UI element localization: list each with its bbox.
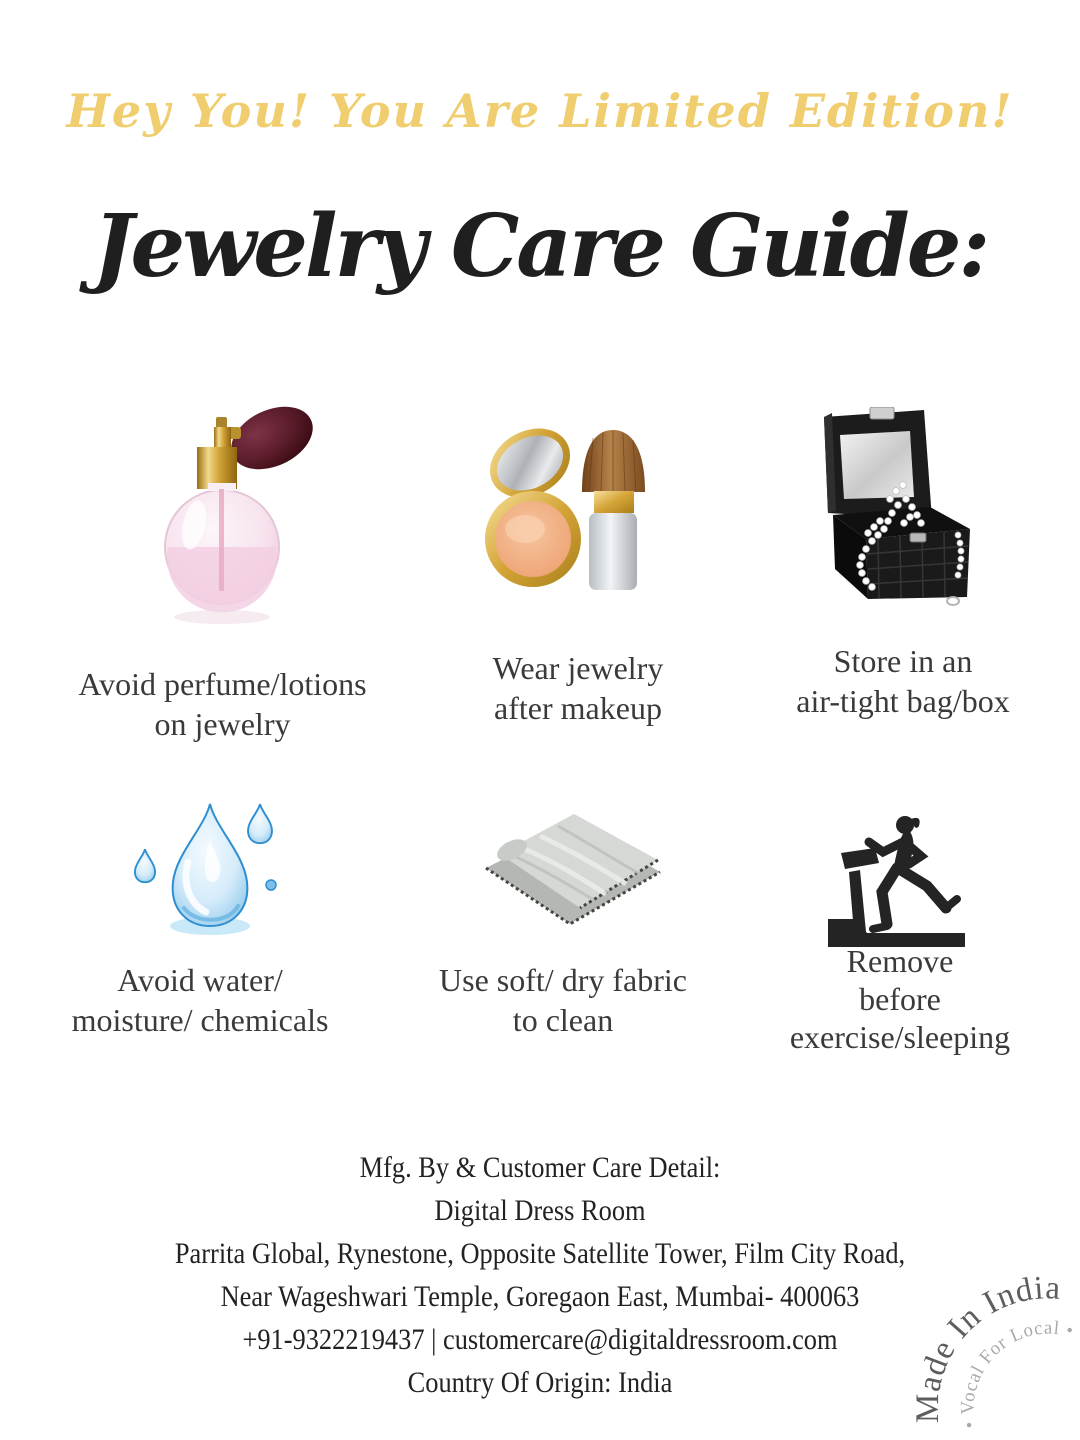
caption-avoid-perfume	[40, 664, 405, 744]
svg-text:Made In India	[910, 1270, 1062, 1423]
footer-address-2: Near Wageshwari Temple, Goregaon East, Mumbai- 400063	[220, 1280, 860, 1313]
caption-line: air-tight bag/box	[796, 683, 1010, 719]
footer-contact	[65, 1146, 1015, 1404]
caption-avoid-water	[30, 960, 370, 1040]
caption-line: Store in an	[833, 643, 973, 679]
caption-line: after makeup	[494, 690, 662, 726]
page-title: Jewelry Care Guide:	[92, 196, 988, 297]
caption-line: before	[859, 981, 941, 1017]
perfume-bottle-icon	[158, 403, 318, 628]
jewelry-box-icon	[818, 407, 978, 607]
caption-line: Remove	[846, 943, 954, 979]
footer-company: Digital Dress Room	[434, 1194, 646, 1227]
caption-line: Wear jewelry	[492, 650, 664, 686]
caption-line: Avoid water/	[117, 962, 283, 998]
caption-remove-before	[755, 942, 1045, 1056]
caption-soft-fabric	[408, 960, 718, 1040]
tagline: Hey You! You Are Limited Edition!	[66, 84, 1014, 138]
caption-line: exercise/sleeping	[789, 1019, 1011, 1055]
footer-mfg-label: Mfg. By & Customer Care Detail:	[359, 1151, 721, 1184]
stamp-outer-text: Made In India	[909, 1270, 1062, 1424]
footer-phone-email: +91-9322219437 | customercare@digitaldressroom.com	[242, 1323, 838, 1356]
fabric-cloth-icon	[478, 806, 668, 936]
stamp-inner-text: • Vocal For Local •	[957, 1317, 1077, 1431]
treadmill-runner-icon	[825, 812, 970, 952]
makeup-compact-brush-icon	[483, 403, 648, 593]
footer-address-1: Parrita Global, Rynestone, Opposite Satellite Tower, Film City Road,	[174, 1237, 906, 1270]
caption-line: to clean	[512, 1002, 614, 1038]
caption-line: Use soft/ dry fabric	[439, 962, 687, 998]
water-drops-icon	[124, 800, 284, 940]
caption-line: moisture/ chemicals	[71, 1002, 329, 1038]
caption-wear-after-makeup	[413, 648, 743, 728]
footer-origin: Country Of Origin: India	[407, 1366, 673, 1399]
caption-line: Avoid perfume/lotions	[78, 666, 367, 702]
made-in-india-stamp	[880, 1255, 1080, 1440]
caption-line: on jewelry	[154, 706, 291, 742]
caption-store-airtight	[748, 641, 1058, 721]
